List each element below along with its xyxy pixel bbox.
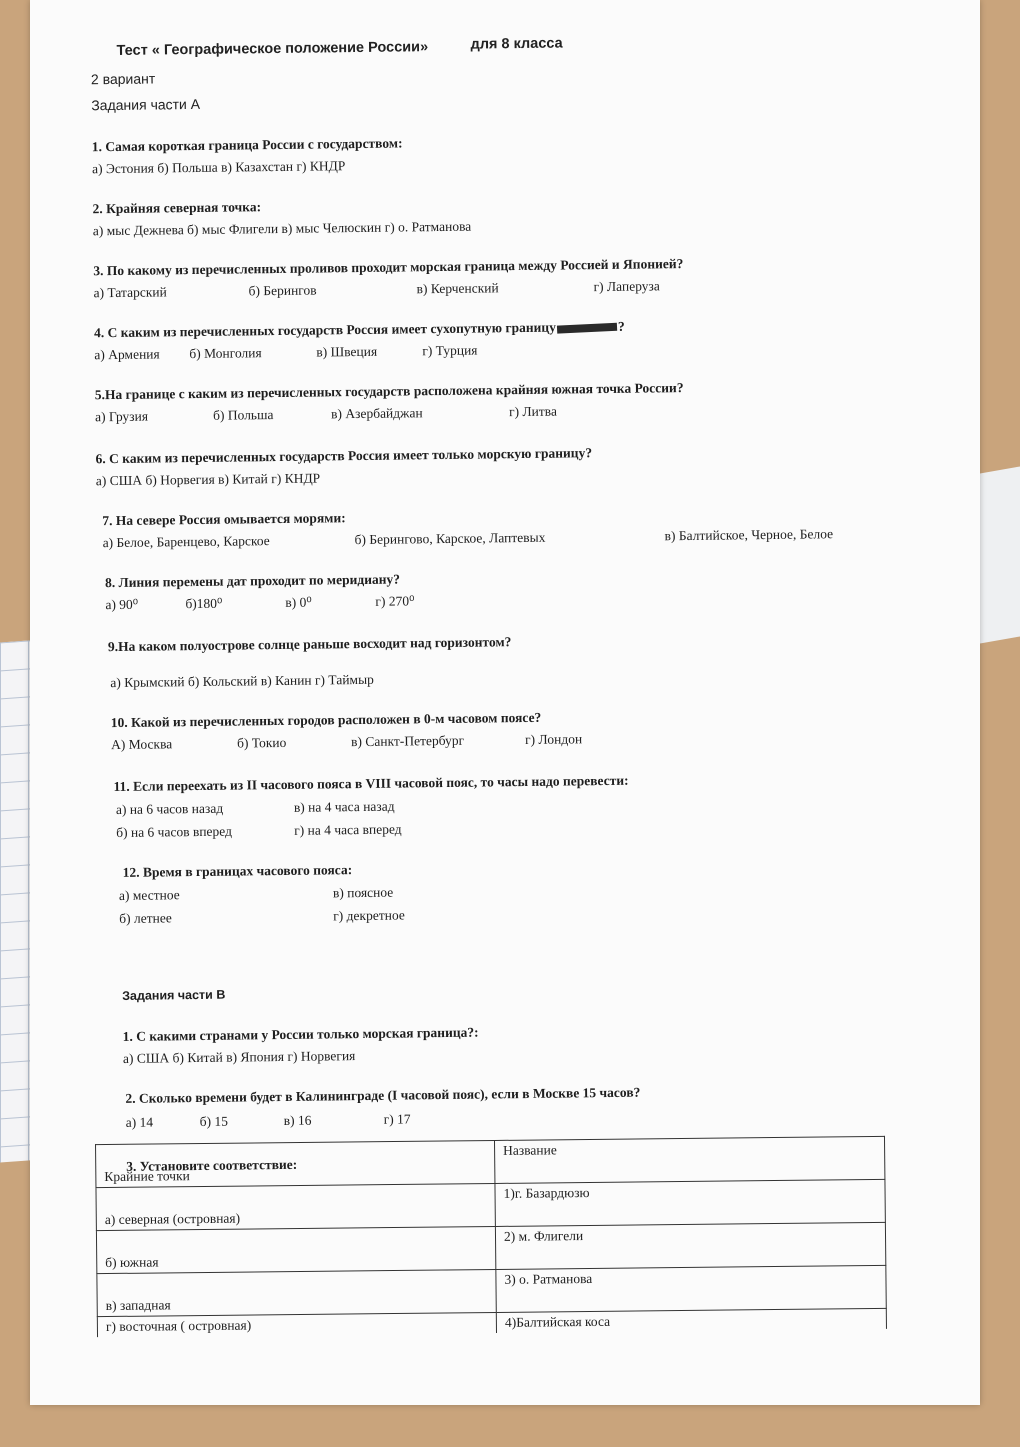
option-a10-a: А) Москва (111, 736, 173, 753)
option-a11-c: в) на 4 часа назад (293, 798, 395, 815)
question-a12: 12. Время в границах часового пояса: (122, 862, 353, 880)
option-a8-c: в) 0⁰ (285, 594, 312, 610)
option-a5-c: в) Азербайджан (330, 405, 423, 422)
table-header-cell: Название (494, 1136, 884, 1183)
option-a7-a: а) Белое, Баренцево, Карское (102, 533, 270, 551)
option-a12-c: в) поясное (332, 884, 394, 901)
table-cell: 1)г. Базардюзю (495, 1179, 885, 1226)
question-a4 (94, 319, 625, 341)
option-b2-b: б) 15 (199, 1113, 229, 1130)
question-a5: 5.На границе с каким из перечисленных государств расположена крайняя южная точка России? (94, 380, 684, 403)
paper-scrap-background (980, 466, 1020, 643)
option-a7-c: в) Балтийское, Черное, Белое (664, 526, 834, 544)
option-b2-d: г) 17 (383, 1111, 411, 1127)
option-a8-a: а) 90⁰ (105, 596, 139, 613)
option-a3-c: в) Керченский (416, 280, 499, 297)
option-a5-b: б) Польша (212, 407, 274, 423)
question-a4-text: 4. С каким из перечисленных государств Россия имеет сухопутную границу (93, 319, 557, 341)
options-a6: а) США б) Норвегия в) Китай г) КНДР (95, 470, 321, 489)
options-a9: а) Крымский б) Кольский в) Канин г) Таймыр (110, 671, 374, 691)
redaction-mark (557, 323, 617, 334)
test-title: Тест « Географическое положение России» (116, 39, 429, 59)
question-a11: 11. Если переехать из II часового пояса в VIII часовой пояс, то часы надо перевести: (113, 772, 629, 795)
variant-label: 2 вариант (90, 70, 156, 88)
question-b1: 1. С какими странами у России только морская граница?: (122, 1024, 479, 1044)
section-a-label: Задания части А (91, 95, 201, 114)
question-b3: 3. Установите соответствие: (126, 1156, 298, 1174)
option-a8-b: б)180⁰ (185, 595, 223, 612)
table-header-cell: Крайние точки (96, 1140, 495, 1187)
table-cell: 4)Балтийская коса (496, 1308, 886, 1333)
question-a6: 6. С каким из перечисленных государств Россия имеет только морскую границу? (95, 445, 593, 467)
question-a1: 1. Самая короткая граница России с государством: (91, 135, 403, 155)
option-a12-d: г) декретное (333, 907, 405, 924)
option-a7-b: б) Берингово, Карское, Лаптевых (354, 529, 546, 548)
option-a4-d: г) Турция (422, 342, 478, 359)
option-a10-c: в) Санкт-Петербург (350, 732, 465, 750)
matching-table (95, 1136, 887, 1337)
option-a4-c: в) Швеция (316, 343, 378, 360)
option-b2-a: а) 14 (125, 1114, 154, 1130)
test-sheet (30, 0, 980, 1405)
test-grade: для 8 класса (470, 35, 563, 53)
option-a3-a: а) Татарский (93, 284, 167, 301)
option-a10-b: б) Токио (237, 734, 287, 751)
option-a3-d: г) Лаперуза (593, 278, 660, 295)
option-a11-d: г) на 4 часа вперед (294, 821, 402, 838)
options-b1: а) США б) Китай в) Япония г) Норвегия (122, 1048, 356, 1066)
table-cell: б) южная (96, 1226, 495, 1273)
question-a3: 3. По какому из перечисленных проливов проходит морская граница между Россией и Японией? (93, 256, 684, 279)
table-cell: 2) м. Флигели (495, 1222, 885, 1269)
option-a11-a: а) на 6 часов назад (115, 800, 224, 818)
question-a10: 10. Какой из перечисленных городов расположен в 0-м часовом поясе? (110, 709, 542, 731)
option-a5-a: а) Грузия (95, 408, 149, 425)
option-a12-a: а) местное (118, 887, 180, 903)
section-b-label: Задания части В (122, 987, 226, 1003)
option-a3-b: б) Берингов (248, 282, 317, 299)
option-a12-b: б) летнее (119, 910, 172, 926)
option-a11-b: б) на 6 часов вперед (116, 823, 233, 841)
question-a2: 2. Крайняя северная точка: (92, 199, 262, 217)
option-a5-d: г) Литва (508, 403, 558, 420)
question-a9: 9.На каком полуострове солнце раньше восходит над горизонтом? (107, 634, 512, 655)
table-cell: г) восточная ( островная) (97, 1312, 496, 1337)
options-a1: а) Эстония б) Польша в) Казахстан г) КНДР (91, 158, 346, 177)
question-a7: 7. На севере Россия омывается морями: (102, 510, 346, 529)
options-a2: а) мыс Дежнева б) мыс Флигели в) мыс Челюскин г) о. Ратманова (92, 218, 472, 239)
option-a8-d: г) 270⁰ (375, 593, 415, 609)
table-cell: в) западная (97, 1269, 496, 1316)
option-a4-a: а) Армения (94, 346, 160, 363)
table-cell: 3) о. Ратманова (496, 1265, 886, 1312)
question-a8: 8. Линия перемены дат проходит по меридиану? (105, 571, 401, 591)
option-a4-b: б) Монголия (189, 345, 262, 362)
option-a10-d: г) Лондон (524, 731, 583, 748)
option-b2-c: в) 16 (283, 1112, 312, 1128)
question-b2: 2. Сколько времени будет в Калининграде (I часовой пояс), если в Москве 15 часов? (125, 1084, 641, 1106)
table-cell: а) северная (островная) (96, 1183, 495, 1230)
question-a4-tail: ? (617, 318, 625, 334)
